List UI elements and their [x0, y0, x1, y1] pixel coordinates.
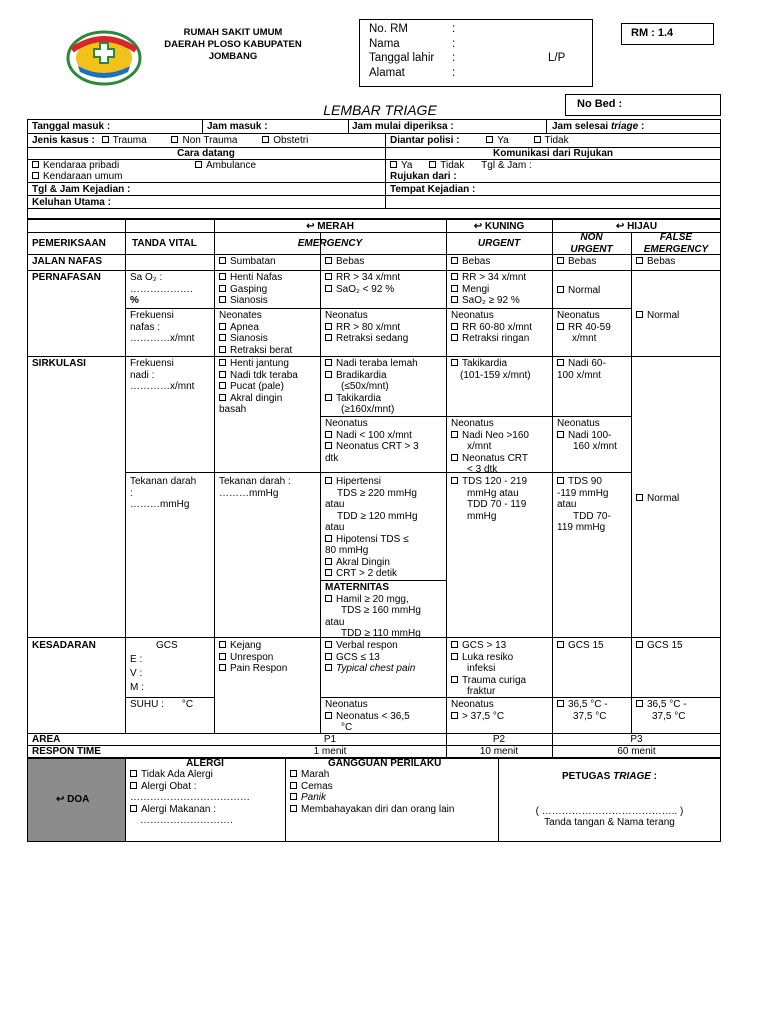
kesadaran-label: KESADARAN	[32, 640, 96, 651]
trauma-checkbox[interactable]	[102, 136, 109, 143]
takikardia-checkbox[interactable]	[325, 394, 332, 401]
neo-crt-checkbox[interactable]	[451, 454, 458, 461]
frekuensi-nadi-field: Frekuensi nadi : …………x/mnt	[130, 358, 195, 392]
gasping-checkbox[interactable]	[219, 285, 226, 292]
maternitas-options: MATERNITAS Hamil ≥ 20 mgg, TDS ≥ 160 mmHg atau TDD ≥ 110 mmHg	[325, 582, 421, 639]
gcs-evm-fields: E : V : M :	[130, 654, 144, 693]
luka-resiko-checkbox[interactable]	[451, 653, 458, 660]
hipotensi-checkbox[interactable]	[325, 535, 332, 542]
hospital-logo	[66, 30, 142, 86]
rr6080-checkbox[interactable]	[451, 323, 458, 330]
kuning-arrow-icon: ↩	[473, 221, 483, 232]
panik-checkbox[interactable]	[290, 793, 297, 800]
info-section	[27, 119, 721, 219]
hospital-name-line2: DAERAH PLOSO KABUPATEN	[164, 39, 302, 50]
gcs15-false-checkbox[interactable]	[636, 641, 643, 648]
tempat-kejadian-label: Tempat Kejadian :	[390, 184, 476, 195]
komunikasi-options: Ya Tidak Tgl & Jam :	[390, 160, 532, 171]
neo-sianosis-checkbox[interactable]	[219, 334, 226, 341]
tds-urgent-options: TDS 120 - 219 mmHg atau TDD 70 - 119 mmHg	[451, 476, 527, 522]
page-title: LEMBAR TRIAGE	[323, 102, 437, 118]
unrespon-checkbox[interactable]	[219, 653, 226, 660]
tidak-ada-alergi-checkbox[interactable]	[130, 770, 137, 777]
pernafasan-urgent-options: RR > 34 x/mnt Mengi SaO₂ ≥ 92 %	[451, 272, 526, 307]
sao2-ge92-checkbox[interactable]	[451, 296, 458, 303]
hospital-name-line1: RUMAH SAKIT UMUM	[183, 27, 283, 38]
area-p2: P2	[492, 734, 506, 745]
y-suhu-checkbox[interactable]	[451, 712, 458, 719]
sianosis-checkbox[interactable]	[219, 296, 226, 303]
tanda-tangan-label: Tanda tangan & Nama terang	[544, 817, 675, 828]
area-p1: P1	[323, 734, 337, 745]
respon-time-p2: 10 menit	[479, 746, 519, 757]
nadi-lemah-checkbox[interactable]	[325, 359, 332, 366]
crt3-checkbox[interactable]	[325, 442, 332, 449]
suhu-urgent-options: Neonatus > 37,5 °C	[451, 699, 505, 722]
urgent-header: URGENT	[477, 238, 521, 249]
non-urgent-header: NON URGENT	[570, 232, 613, 255]
kesadaran-red2-options: Verbal respon GCS ≤ 13 Typical chest pain	[325, 640, 415, 675]
akral-dingin-checkbox[interactable]	[219, 394, 226, 401]
komunikasi-header: Komunikasi dari Rujukan	[492, 148, 614, 159]
sumbatan-checkbox[interactable]	[219, 257, 226, 264]
rm-code: RM : 1.4	[631, 27, 674, 39]
alergi-obat-checkbox[interactable]	[130, 782, 137, 789]
kesadaran-urgent-options: GCS > 13 Luka resiko infeksi Trauma curiga fraktur	[451, 640, 526, 698]
normal-sirkulasi-false: Normal	[636, 493, 679, 504]
tanggal-lahir-colon: :	[452, 52, 456, 64]
gcs15-checkbox[interactable]	[557, 641, 564, 648]
bebas-red-checkbox[interactable]	[325, 257, 332, 264]
retraksi-ringan-checkbox[interactable]	[451, 334, 458, 341]
kesadaran-emergency-options: Kejang Unrespon Pain Respon	[219, 640, 287, 675]
respon-time-label: RESPON TIME	[32, 746, 101, 757]
membahayakan-checkbox[interactable]	[290, 805, 297, 812]
henti-nafas-checkbox[interactable]	[219, 273, 226, 280]
frekuensi-nafas-field: Frekuensi nafas : …………x/mnt	[130, 310, 195, 344]
respon-time-p3: 60 menit	[617, 746, 656, 757]
jam-masuk-label: Jam masuk :	[207, 121, 268, 132]
kuning-header: ↩ KUNING	[473, 221, 525, 232]
tanggal-lahir-label: Tanggal lahir	[369, 52, 435, 64]
y-takikardia-checkbox[interactable]	[451, 359, 458, 366]
cemas-checkbox[interactable]	[290, 782, 297, 789]
jalan-nafas-label: JALAN NAFAS	[32, 256, 103, 267]
neonatus-urgent-options: Neonatus RR 60-80 x/mnt Retraksi ringan	[451, 310, 533, 344]
bebas-option-red: Bebas	[325, 256, 364, 267]
bebas-green-checkbox[interactable]	[557, 257, 564, 264]
cara-datang-header: Cara datang	[177, 148, 235, 159]
hamil-checkbox[interactable]	[325, 595, 332, 602]
gangguan-perilaku-header: GANGGUAN PERILAKU	[328, 758, 442, 769]
nama-colon: :	[452, 38, 456, 50]
keluhan-utama-label: Keluhan Utama :	[32, 197, 111, 208]
jenis-kasus-row: Jenis kasus : Trauma Non Trauma Obstetri	[32, 135, 309, 146]
non-trauma-checkbox[interactable]	[171, 136, 178, 143]
pernafasan-label: PERNAFASAN	[32, 272, 101, 283]
alergi-options: Tidak Ada Alergi Alergi Obat : ……………………………… Alergi Makanan : ……………………….	[130, 769, 250, 826]
chest-pain-checkbox[interactable]	[325, 664, 332, 671]
hipertensi-checkbox[interactable]	[325, 477, 332, 484]
no-rm-colon: :	[452, 23, 456, 35]
verbal-respon-checkbox[interactable]	[325, 641, 332, 648]
merah-header: ↩ MERAH	[306, 221, 354, 232]
pemeriksaan-header: PEMERIKSAAN	[32, 238, 106, 249]
g-tds-checkbox[interactable]	[557, 477, 564, 484]
komunikasi-ya-checkbox[interactable]	[390, 161, 397, 168]
sirkulasi-nonurgent-options: Nadi 60- 100 x/mnt	[557, 358, 606, 381]
alamat-label: Alamat	[369, 67, 405, 79]
sirkulasi-neonatus-red2: Neonatus Nadi < 100 x/mnt Neonatus CRT > 3 dtk	[325, 418, 419, 464]
bebas-option-false: Bebas	[636, 256, 675, 267]
neonatus-nonurgent-options: Neonatus RR 40-59 x/mnt	[557, 310, 611, 344]
tanggal-masuk-label: Tanggal masuk :	[32, 121, 111, 132]
kejang-checkbox[interactable]	[219, 641, 226, 648]
rr4059-checkbox[interactable]	[557, 323, 564, 330]
merah-arrow-icon: ↩	[306, 221, 315, 232]
sirkulasi-emergency-options: Henti jantung Nadi tdk teraba Pucat (pale) Akral dingin basah	[219, 358, 298, 415]
gcs13-checkbox[interactable]	[325, 653, 332, 660]
sao2-field: Sa O₂ : ………………. %	[130, 272, 193, 306]
pucat-checkbox[interactable]	[219, 382, 226, 389]
suhu-field: SUHU : °C	[130, 699, 194, 710]
normal-pernafasan-green: Normal	[557, 285, 600, 296]
normal-sirkulasi-checkbox[interactable]	[636, 494, 643, 501]
polisi-ya-checkbox[interactable]	[486, 136, 493, 143]
akral-dingin-red-checkbox[interactable]	[325, 558, 332, 565]
jam-selesai-label: Jam selesai triage :	[552, 121, 645, 132]
rr80-checkbox[interactable]	[325, 323, 332, 330]
hipertensi-options: Hipertensi TDS ≥ 220 mmHg atau TDD ≥ 120 mmHg atau Hipotensi TDS ≤ 80 mmHg Akral Dingin CRT > 2 detik	[325, 476, 418, 579]
tgl-jam-kejadian-label: Tgl & Jam Kejadian :	[32, 184, 131, 195]
sao2-92-checkbox[interactable]	[325, 285, 332, 292]
normal-nafas-false-checkbox[interactable]	[636, 311, 643, 318]
gcs15-false: GCS 15	[636, 640, 683, 651]
tekanan-darah-emergency: Tekanan darah : ………mmHg	[219, 476, 291, 499]
gcs-label: GCS	[156, 640, 178, 651]
tekanan-darah-field: Tekanan darah : ………mmHg	[130, 476, 197, 510]
sirkulasi-label: SIRKULASI	[32, 358, 86, 369]
alergi-header: ALERGI	[186, 758, 224, 769]
respon-time-p1: 1 menit	[313, 746, 347, 757]
g-suhu-checkbox[interactable]	[557, 700, 564, 707]
bebas-false-checkbox[interactable]	[636, 257, 643, 264]
tanda-vital-header: TANDA VITAL	[132, 238, 197, 249]
bradikardia-checkbox[interactable]	[325, 371, 332, 378]
neo-suhu-checkbox[interactable]	[325, 712, 332, 719]
trauma-curiga-checkbox[interactable]	[451, 676, 458, 683]
retraksi-berat-checkbox[interactable]	[219, 346, 226, 353]
apnea-checkbox[interactable]	[219, 323, 226, 330]
diantar-polisi-row: Diantar polisi : Ya Tidak	[390, 135, 569, 146]
sumbatan-option: Sumbatan	[219, 256, 276, 267]
hijau-header: ↩ HIJAU	[615, 221, 658, 232]
rr34-checkbox[interactable]	[325, 273, 332, 280]
neonatus-red2-options: Neonatus RR > 80 x/mnt Retraksi sedang	[325, 310, 409, 344]
bebas-option-yellow: Bebas	[451, 256, 490, 267]
marah-checkbox[interactable]	[290, 770, 297, 777]
signature-line: ( ………………………………….. )	[535, 806, 684, 817]
nadi-lt100-checkbox[interactable]	[325, 431, 332, 438]
sirkulasi-red2-options: Nadi teraba lemah Bradikardia (≤50x/mnt) Takikardia (≥160x/mnt)	[325, 358, 418, 416]
kendaraan-pribadi-option: Kendaraa pribadi	[32, 160, 119, 171]
g-nadi-checkbox[interactable]	[557, 359, 564, 366]
sirkulasi-urgent-options: Takikardia (101-159 x/mnt)	[451, 358, 531, 381]
suhu-red2-options: Neonatus Neonatus < 36,5 °C	[325, 699, 410, 733]
retraksi-sedang-checkbox[interactable]	[325, 334, 332, 341]
nadi-tdk-teraba-checkbox[interactable]	[219, 371, 226, 378]
no-bed-label: No Bed :	[577, 98, 623, 110]
petugas-triage-label: PETUGAS TRIAGE :	[561, 771, 657, 782]
ambulance-option: Ambulance	[195, 160, 256, 171]
g-suhu-false-checkbox[interactable]	[636, 700, 643, 707]
mengi-checkbox[interactable]	[451, 285, 458, 292]
area-p3: P3	[630, 734, 643, 745]
nama-label: Nama	[369, 38, 400, 50]
gender-lp: L/P	[548, 52, 566, 64]
no-rm-label: No. RM	[369, 23, 408, 35]
false-emergency-header: FALSE EMERGENCY	[643, 232, 709, 255]
pain-respon-checkbox[interactable]	[219, 664, 226, 671]
normal-nafas-checkbox[interactable]	[557, 286, 564, 293]
tds-nonurgent-options: TDS 90 -119 mmHg atau TDD 70- 119 mmHg	[557, 476, 611, 533]
normal-pernafasan-false: Normal	[636, 310, 679, 321]
neonates-emergency-options: Neonates Apnea Sianosis Retraksi berat	[219, 310, 293, 356]
suhu-nonurgent-options: 36,5 °C - 37,5 °C	[557, 699, 608, 722]
kendaraan-pribadi-checkbox[interactable]	[32, 161, 39, 168]
y-rr34-checkbox[interactable]	[451, 273, 458, 280]
suhu-false-options: 36,5 °C - 37,5 °C	[636, 699, 687, 722]
alamat-colon: :	[452, 67, 456, 79]
sirkulasi-neonatus-urgent: Neonatus Nadi Neo >160 x/mnt Neonatus CRT < 3 dtk	[451, 418, 529, 475]
gcs15-nonurgent: GCS 15	[557, 640, 604, 651]
area-label: AREA	[32, 734, 61, 745]
sirkulasi-neonatus-nonurgent: Neonatus Nadi 100- 160 x/mnt	[557, 418, 617, 452]
hospital-name-line3: JOMBANG	[208, 51, 258, 62]
rujukan-dari-label: Rujukan dari :	[390, 171, 457, 182]
komunikasi-tidak-checkbox[interactable]	[429, 161, 436, 168]
henti-jantung-checkbox[interactable]	[219, 359, 226, 366]
emergency-header: EMERGENCY	[297, 238, 363, 249]
polisi-tidak-checkbox[interactable]	[534, 136, 541, 143]
jam-mulai-label: Jam mulai diperiksa :	[352, 121, 454, 132]
ambulance-checkbox[interactable]	[195, 161, 202, 168]
g-nadi-neo-checkbox[interactable]	[557, 431, 564, 438]
alergi-makanan-checkbox[interactable]	[130, 805, 137, 812]
gangguan-perilaku-options: Marah Cemas Panik Membahayakan diri dan orang lain	[290, 769, 454, 815]
doa-label: ↩ DOA	[56, 794, 90, 805]
pernafasan-red2-options: RR > 34 x/mnt SaO₂ < 92 %	[325, 272, 400, 295]
pernafasan-emergency-options: Henti Nafas Gasping Sianosis	[219, 272, 282, 307]
kendaraan-umum-option: Kendaraan umum	[32, 171, 123, 182]
y-gcs13-checkbox[interactable]	[451, 641, 458, 648]
y-tds-checkbox[interactable]	[451, 477, 458, 484]
doa-arrow-icon: ↩	[56, 794, 65, 805]
kendaraan-umum-checkbox[interactable]	[32, 172, 39, 179]
bebas-yellow-checkbox[interactable]	[451, 257, 458, 264]
crt2-checkbox[interactable]	[325, 569, 332, 576]
nadi-neo-checkbox[interactable]	[451, 431, 458, 438]
hijau-arrow-icon: ↩	[615, 221, 625, 232]
obstetri-checkbox[interactable]	[262, 136, 269, 143]
bebas-option-green: Bebas	[557, 256, 596, 267]
